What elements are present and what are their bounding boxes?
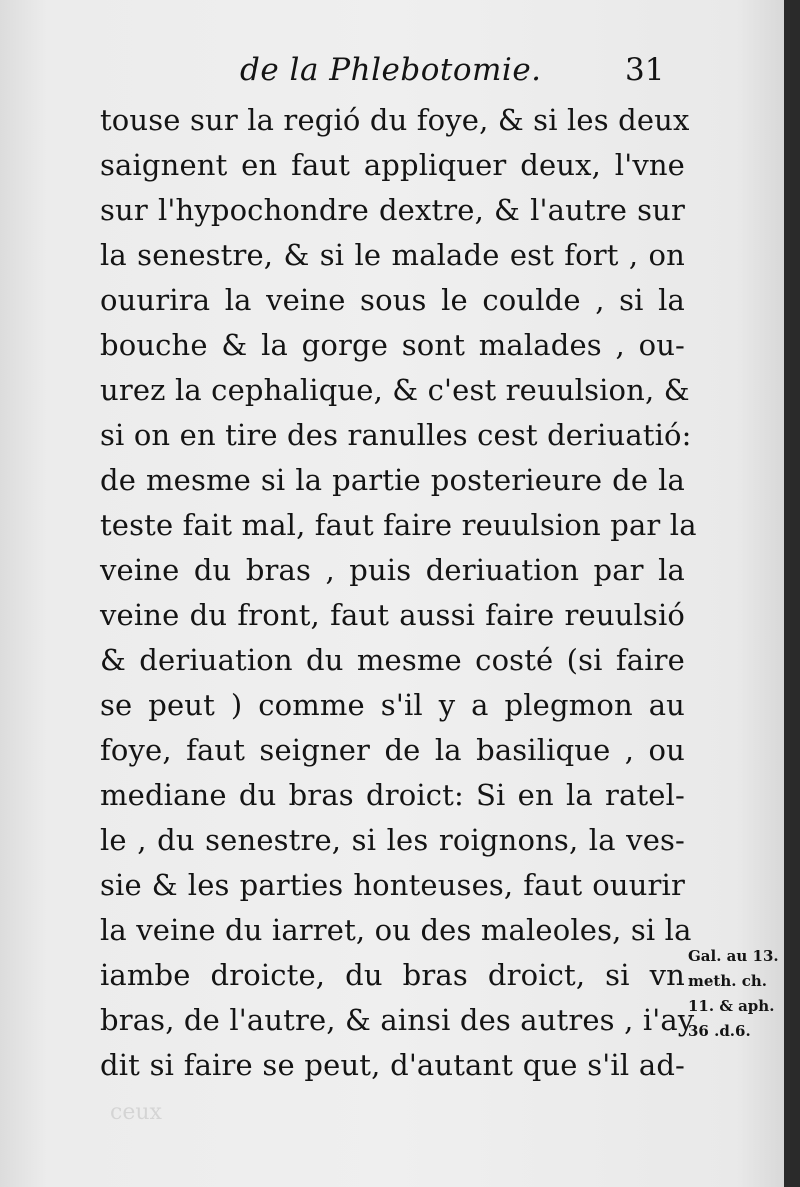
text-line: bouche & la gorge sont malades , ou- (100, 328, 685, 362)
margin-note-line: 36 .d.6. (688, 1022, 751, 1040)
text-line: se peut ) comme s'il y a plegmon au (100, 688, 685, 722)
text-line: teste fait mal, faut faire reuulsion par la (100, 508, 697, 542)
page-number: 31 (625, 52, 665, 88)
text-line: touse sur la regió du foye, & si les deux (100, 103, 690, 137)
margin-note-line: Gal. au 13. (688, 947, 779, 965)
text-line: de mesme si la partie posterieure de la (100, 463, 685, 497)
text-line: bras, de l'autre, & ainsi des autres , i'ay (100, 1003, 695, 1037)
text-line: urez la cephalique, & c'est reuulsion, & (100, 373, 690, 407)
text-line: sur l'hypochondre dextre, & l'autre sur (100, 193, 685, 227)
text-line: iambe droicte, du bras droict, si vn (100, 958, 685, 992)
body-text (100, 98, 697, 1088)
margin-note-line: meth. ch. (688, 972, 767, 990)
show-through-text: ceux (110, 1100, 162, 1125)
margin-note (688, 944, 784, 1044)
text-line: la senestre, & si le malade est fort , on (100, 238, 685, 272)
text-line: veine du front, faut aussi faire reuulsió (100, 598, 685, 632)
text-line: saignent en faut appliquer deux, l'vne (100, 148, 685, 182)
text-line: foye, faut seigner de la basilique , ou (100, 733, 685, 767)
text-line: & deriuation du mesme costé (si faire (100, 643, 685, 677)
text-line: sie & les parties honteuses, faut ouurir (100, 868, 685, 902)
text-line: ouurira la veine sous le coulde , si la (100, 283, 685, 317)
text-line: le , du senestre, si les roignons, la ves- (100, 823, 685, 857)
text-line: veine du bras , puis deriuation par la (100, 553, 685, 587)
text-line: la veine du iarret, ou des maleoles, si la (100, 913, 692, 947)
text-line: dit si faire se peut, d'autant que s'il ad- (100, 1048, 685, 1082)
page-edge-shadow (784, 0, 800, 1187)
page-header (0, 52, 784, 100)
text-line: mediane du bras droict: Si en la ratel- (100, 778, 685, 812)
text-line: si on en tire des ranulles cest deriuatió: (100, 418, 692, 452)
margin-note-line: 11. & aph. (688, 997, 775, 1015)
running-title: de la Phlebotomie. (240, 52, 542, 88)
